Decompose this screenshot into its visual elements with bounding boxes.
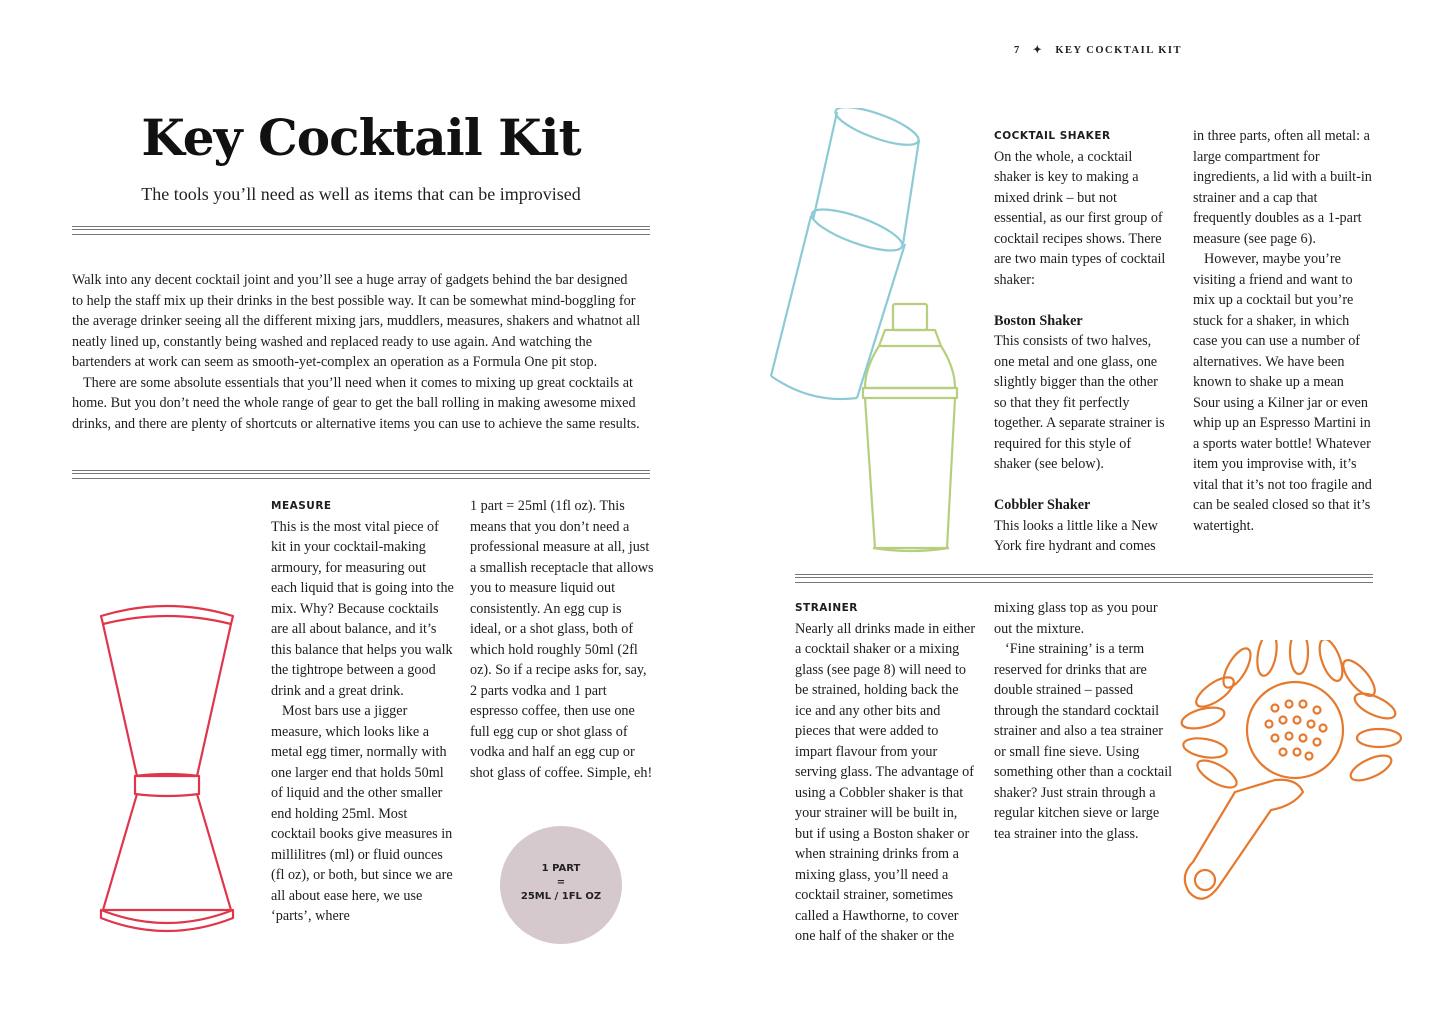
boston-subheading: Boston Shaker: [994, 312, 1083, 329]
divider-rule: [795, 574, 1373, 583]
jigger-illustration: [95, 598, 240, 943]
measure-heading: MEASURE: [271, 500, 332, 512]
measure-column-2: [470, 496, 654, 783]
strainer-column-1: [795, 598, 977, 947]
measure-paragraph: Most bars use a jigger measure, which looks like a metal egg timer, normally with one larger end that holds 50ml of liquid and the other smaller end holding 25ml. Most cocktail books give measures in millilitres (ml) or fluid ounces (fl oz), or both, but since we are all about ease here, we use ‘parts’, where: [271, 703, 453, 924]
strainer-coil-icon: [1179, 640, 1401, 793]
strainer-illustration: [1175, 640, 1405, 925]
badge-line: =: [556, 877, 566, 888]
page-number: 7: [1014, 45, 1021, 56]
boston-shaker-icon: [771, 108, 922, 399]
shaker-paragraph: in three parts, often all metal: a large compartment for ingredients, a lid with a built-in strainer and a cap that frequently doubles as a 1-part measure (see page 6).: [1193, 128, 1372, 247]
intro-paragraph: There are some absolute essentials that you’ll need when it comes to mixing up great cocktails at home. But you don’t need the whole range of gear to get the ball rolling in making awesome mixed drinks, and there are plenty of shortcuts or alternative items you can use to achieve the same results.: [72, 374, 640, 432]
strainer-column-2: [994, 598, 1176, 844]
separator-ornament: ✦: [1032, 45, 1044, 56]
shaker-paragraph: This looks a little like a New York fire hydrant and comes: [994, 517, 1158, 554]
divider-rule: [72, 470, 650, 479]
measure-badge: [500, 826, 622, 944]
strainer-heading: STRAINER: [795, 602, 858, 614]
running-head-title: KEY COCKTAIL KIT: [1055, 45, 1183, 56]
page-subtitle: The tools you’ll need as well as items that can be improvised: [141, 184, 581, 204]
cobbler-subheading: Cobbler Shaker: [994, 497, 1091, 513]
intro-text: [72, 270, 642, 434]
shaker-column-1: [994, 126, 1170, 557]
shaker-paragraph: This consists of two halves, one metal and one glass, one slightly bigger than the other so that they fit perfectly together. A separate strainer is required for this style of shaker (see below).: [994, 333, 1165, 472]
strainer-paragraph: Nearly all drinks made in either a cocktail shaker or a mixing glass (see page 8) will need to be strained, holding back the ice and any other bits and pieces that were added to impart flavour from your serving glass. The advantage of using a Cobbler shaker is that your strainer will be built in, but if using a Boston shaker or when straining drinks from a mixing glass, you’ll need a cocktail strainer, sometimes called a Hawthorne, to cover one half of the shaker or the: [795, 620, 976, 944]
running-head: [1014, 44, 1182, 56]
shaker-column-2: [1193, 126, 1373, 536]
strainer-paragraph: ‘Fine straining’ is a term reserved for drinks that are double strained – passed through the standard cocktail strainer and also a tea strainer or small fine sieve. Using something other than a cocktail shaker? Just strain through a regular kitchen sieve or large tea strainer into the glass.: [994, 641, 1173, 842]
strainer-holes-icon: [1266, 701, 1327, 760]
divider-rule: [72, 226, 650, 235]
measure-column-1: [271, 496, 455, 927]
shaker-paragraph: On the whole, a cocktail shaker is key to making a mixed drink – but not essential, as our first group of cocktail recipes shows. There are two main types of cocktail shaker:: [994, 148, 1166, 288]
shaker-heading: COCKTAIL SHAKER: [994, 130, 1111, 142]
page-title: Key Cocktail Kit: [141, 108, 581, 167]
cobbler-shaker-icon: [863, 304, 957, 551]
intro-paragraph: Walk into any decent cocktail joint and you’ll see a huge array of gadgets behind the bar designed to help the staff mix up their drinks in the best possible way. It can be somewhat mind-boggling for the average drinker seeing all the different mixing jars, muddlers, measures, shakers and whatnot all neatly lined up, constantly being washed and replaced ready to use again. And watching the bartenders at work can seem as smooth-yet-complex an operation as a Formula One pit stop.: [72, 272, 641, 370]
badge-line: 1 PART: [541, 863, 581, 874]
measure-paragraph: 1 part = 25ml (1fl oz). This means that you don’t need a professional measure at all, just a smallish receptacle that allows you to measure liquid out consistently. An egg cup is ideal, or a shot glass, both of which hold roughly 50ml (2fl oz). So if a recipe asks for, say, 2 parts vodka and 1 part espresso coffee, then use one full egg cup or shot glass of vodka and half an egg cup or shot glass of coffee. Simple, eh!: [470, 498, 654, 781]
strainer-paragraph: mixing glass top as you pour out the mixture.: [994, 600, 1158, 637]
shaker-illustrations: [765, 108, 970, 556]
measure-paragraph: This is the most vital piece of kit in your cocktail-making armoury, for measuring out each liquid that is going into the mix. Why? Because cocktails are all about balance, and it’s this balance that helps you walk the tightrope between a good drink and a great drink.: [271, 518, 454, 699]
shaker-paragraph: However, maybe you’re visiting a friend and want to mix up a cocktail but you’re stuck for a shaker, in which case you can use a number of alternatives. We have been known to shake up a mean Sour using a Kilner jar or even whip up an Espresso Martini in a sports water bottle! Whatever item you improvise with, it’s vital that it’s not too fragile and can be sealed closed so that it’s watertight.: [1193, 251, 1372, 534]
badge-line: 25ML / 1FL OZ: [520, 891, 602, 902]
